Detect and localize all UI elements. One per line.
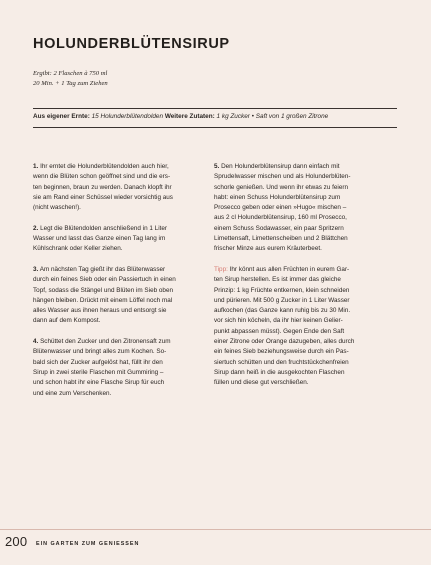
footer-rule — [0, 529, 431, 530]
ingredients-top-rule — [33, 108, 397, 109]
step-text: Den Holunderblütensirup dann einfach mit Sprudelwasser mischen und als Holunderblüten- schorle genießen. Und wenn ihr etwas zu feiern habt: einen Schuss Holunderblütensirup zum Prosecco geben oder einen »Hugo« mischen – aus 2 cl Holunderblütensirup, 160 ml Prosecco, einem Schuss Sodawasser, ein paar Spritzern Limettensaft, Limettenscheiben und 2 Blättchen frischer Minze aus eurem Kräuterbeet. — [214, 163, 351, 253]
step-2 — [33, 224, 201, 255]
step-text: Legt die Blütendolden anschließend in 1 Liter Wasser und lasst das Ganze einen Tag lang im Kühlschrank oder Keller ziehen. — [33, 224, 168, 253]
other-ingredient-2: Saft von 1 großen Zitrone — [255, 113, 329, 120]
step-1 — [33, 162, 201, 213]
recipe-yield — [33, 69, 108, 89]
step-number: 2. — [33, 224, 39, 232]
running-head: EIN GARTEN ZUM GENIESSEN — [36, 541, 140, 547]
page-number: 200 — [5, 534, 28, 549]
other-ingredients-label: Weitere Zutaten: — [164, 113, 215, 120]
step-4 — [33, 337, 201, 399]
yield-line: Ergibt: 2 Flaschen à 750 ml — [33, 70, 108, 77]
time-line: 20 Min. + 1 Tag zum Ziehen — [33, 80, 108, 87]
step-text: Ihr erntet die Holunderblütendolden auch hier, wenn die Blüten schon geöffnet sind und die ers- ten beginnen, braun zu werden. Danach klopft ihr sie am Rand einer Schüssel wieder vorsichtig aus (nicht waschen!). — [33, 163, 173, 212]
tip-label: Tipp: — [214, 265, 228, 273]
bullet-separator: • — [251, 113, 254, 120]
step-number: 4. — [33, 338, 39, 346]
harvest-value: 15 Holunderblütendolden — [91, 113, 164, 120]
steps-column-right — [214, 162, 382, 399]
step-text: Schüttet den Zucker und den Zitronensaft zum Blütenwasser und bringt alles zum Kochen. So- bald sich der Zucker aufgelöst hat, füllt ihr den Sirup in zwei sterile Flaschen mit Gummiring – und schon habt ihr eine Flasche Sirup für euch und eine zum Verschenken. — [33, 338, 171, 397]
tip-text: Ihr könnt aus allen Früchten in eurem Gar- ten Sirup herstellen. Es ist immer das gleiche Prinzip: 1 kg Früchte entkernen, klein schneiden und pürieren. Mit 500 g Zucker in 1 Liter Wasser aufkochen (das Ganze kann ruhig bis zu 30 Min. vor sich hin köcheln, da ihr hier keinen Gelier- punkt abpassen müsst). Gegen Ende den Saft einer Zitrone oder Orange dazugeben, alles durch ein feines Sieb beziehungsweise durch ein Pas- siertuch schütten und den fruchtstückchenfreien Sirup dann heiß in die ausgekochten Flaschen füllen und diese gut verschließen. — [214, 265, 355, 387]
step-number: 3. — [33, 265, 39, 273]
steps-column-left — [33, 162, 201, 409]
other-ingredient-1: 1 kg Zucker — [216, 113, 250, 120]
ingredients-bottom-rule — [33, 127, 397, 128]
step-number: 5. — [214, 163, 220, 170]
harvest-label: Aus eigener Ernte: — [33, 113, 90, 120]
ingredients-line — [33, 113, 397, 120]
recipe-title: HOLUNDERBLÜTENSIRUP — [33, 36, 230, 52]
step-5 — [214, 162, 382, 255]
step-text: Am nächsten Tag gießt ihr das Blütenwasser durch ein feines Sieb oder ein Passiertuch in einen Topf, sodass die Stängel und Blüten im Sieb oben hängen bleiben. Drückt mit einem Löffel noch mal alles Wasser aus ihnen heraus und entsorgt sie dann auf dem Kompost. — [33, 265, 176, 325]
tip-paragraph — [214, 265, 382, 389]
step-3 — [33, 265, 201, 327]
step-number: 1. — [33, 163, 39, 170]
